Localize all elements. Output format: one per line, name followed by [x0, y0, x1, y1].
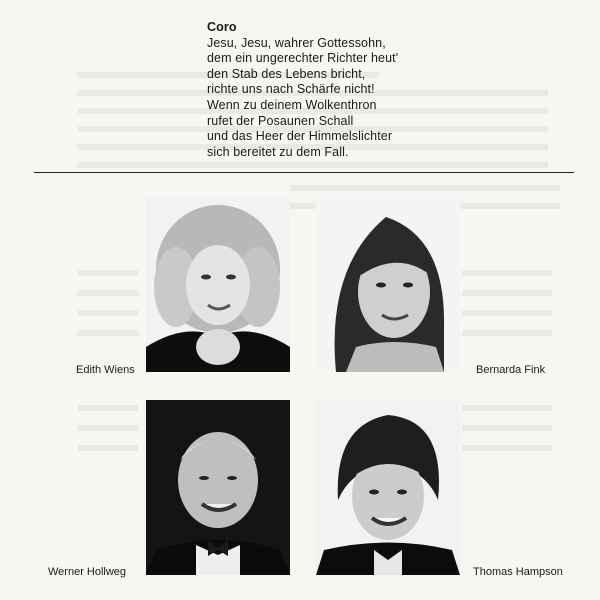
bleed-through-text: [462, 290, 552, 296]
coro-line: und das Heer der Himmelslichter: [207, 129, 393, 144]
bleed-through-text: [78, 445, 138, 451]
bleed-through-text: [462, 445, 552, 451]
coro-line: rufet der Posaunen Schall: [207, 113, 354, 128]
bleed-through-text: [462, 425, 552, 431]
caption-thomas-hampson: Thomas Hampson: [473, 566, 563, 578]
coro-heading: Coro: [207, 20, 237, 34]
bleed-through-text: [470, 40, 475, 60]
coro-line: richte uns nach Schärfe nicht!: [207, 82, 375, 97]
bleed-through-text: [78, 405, 138, 411]
caption-bernarda-fink: Bernarda Fink: [476, 364, 546, 376]
portrait-photo-bernarda-fink: [316, 197, 460, 372]
portrait-photo-werner-hollweg: [146, 400, 290, 575]
bleed-through-text: [462, 270, 552, 276]
caption-werner-hollweg: Werner Hollweg: [48, 566, 127, 578]
coro-line: sich bereitet zu dem Fall.: [207, 144, 349, 159]
bleed-through-text: [78, 270, 138, 276]
bleed-through-text: [462, 405, 552, 411]
coro-line: dem ein ungerechter Richter heut': [207, 51, 399, 66]
bleed-through-text: [78, 330, 138, 336]
coro-text-block: [207, 20, 398, 160]
bleed-through-text: [462, 310, 552, 316]
bleed-through-text: [290, 185, 560, 191]
caption-edith-wiens: Edith Wiens: [76, 364, 135, 376]
bleed-through-text: [78, 162, 548, 168]
coro-line: Wenn zu deinem Wolkenthron: [207, 97, 377, 112]
portrait-photo-edith-wiens: [146, 197, 290, 372]
bleed-through-text: [78, 310, 138, 316]
bleed-through-text: [462, 330, 552, 336]
portrait-photo-thomas-hampson: [316, 400, 460, 575]
coro-line: Jesu, Jesu, wahrer Gottessohn,: [207, 35, 386, 50]
bleed-through-text: [78, 290, 138, 296]
coro-line: den Stab des Lebens bricht,: [207, 66, 366, 81]
bleed-through-text: [78, 425, 138, 431]
horizontal-rule: [34, 172, 574, 173]
